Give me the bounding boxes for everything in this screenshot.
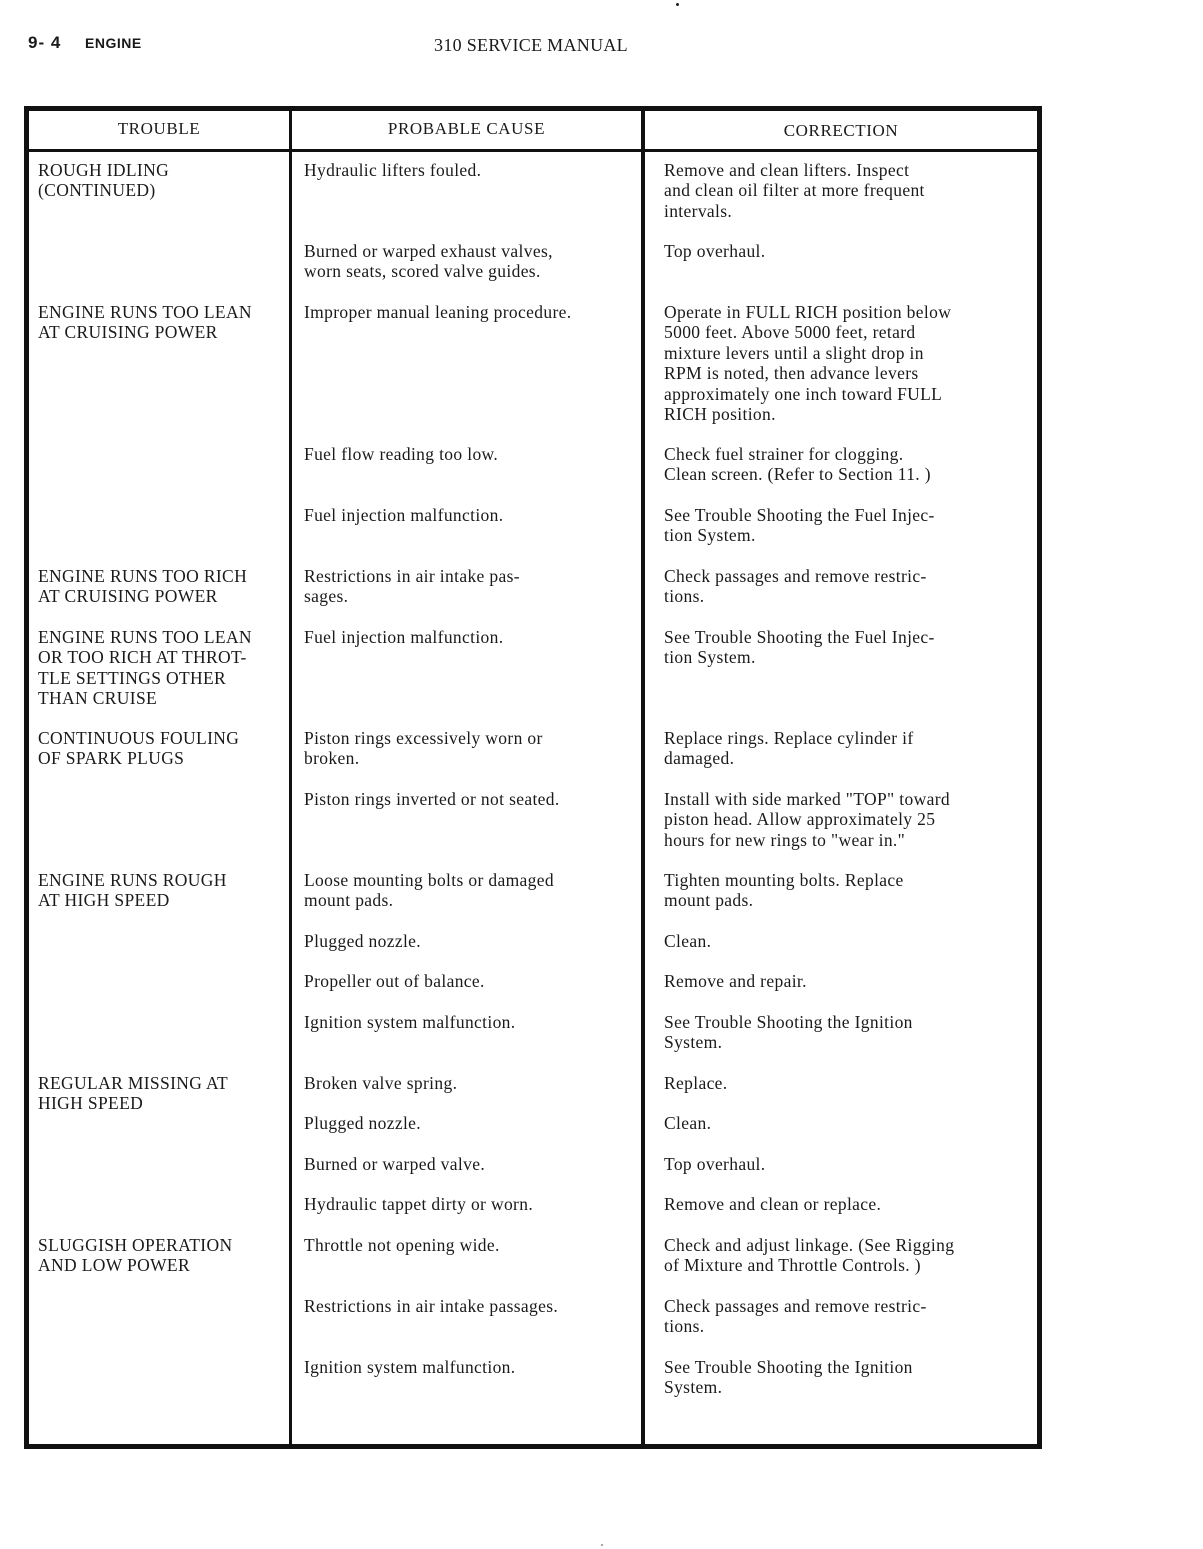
cause-cell: Piston rings inverted or not seated. [304,789,560,809]
correction-cell: Clean. [664,1113,712,1133]
cause-cell: Broken valve spring. [304,1073,458,1093]
column-header-probable-cause: PROBABLE CAUSE [387,119,546,138]
column-divider [289,111,292,1444]
trouble-cell: CONTINUOUS FOULING OF SPARK PLUGS [38,728,240,769]
cause-cell: Plugged nozzle. [304,1113,422,1133]
section-title: ENGINE [85,35,142,51]
cause-cell: Burned or warped valve. [304,1154,486,1174]
column-header-trouble: TROUBLE [117,119,201,138]
correction-cell: Replace rings. Replace cylinder if damaged. [664,728,914,769]
trouble-cell: REGULAR MISSING AT HIGH SPEED [38,1073,229,1114]
correction-cell: Check passages and remove restric- tions. [664,1296,927,1337]
troubleshooting-table [24,106,1042,1449]
correction-cell: Check fuel strainer for clogging. Clean screen. (Refer to Section 11. ) [664,444,931,485]
cause-cell: Ignition system malfunction. [304,1357,516,1377]
speck-top [676,3,679,6]
correction-cell: See Trouble Shooting the Ignition System. [664,1012,913,1053]
trouble-cell: ENGINE RUNS TOO RICH AT CRUISING POWER [38,566,248,607]
correction-cell: Tighten mounting bolts. Replace mount pads. [664,870,904,911]
cause-cell: Fuel injection malfunction. [304,627,504,647]
cause-cell: Hydraulic lifters fouled. [304,160,482,180]
cause-cell: Loose mounting bolts or damaged mount pads. [304,870,554,911]
cause-cell: Hydraulic tappet dirty or worn. [304,1194,534,1214]
correction-cell: Replace. [664,1073,728,1093]
cause-cell: Improper manual leaning procedure. [304,302,572,322]
correction-cell: Remove and repair. [664,971,807,991]
cause-cell: Fuel flow reading too low. [304,444,499,464]
correction-cell: Check passages and remove restric- tions. [664,566,927,607]
manual-title: 310 SERVICE MANUAL [434,35,628,55]
correction-cell: Top overhaul. [664,1154,766,1174]
correction-cell: See Trouble Shooting the Fuel Injec- tion System. [664,627,935,668]
trouble-cell: ENGINE RUNS ROUGH AT HIGH SPEED [38,870,227,911]
trouble-cell: ENGINE RUNS TOO LEAN OR TOO RICH AT THROT- TLE SETTINGS OTHER THAN CRUISE [38,627,252,709]
correction-cell: Operate in FULL RICH position below 5000 feet. Above 5000 feet, retard mixture levers until a slight drop in RPM is noted, then advance levers approximately one inch toward FULL RICH position. [664,302,952,425]
cause-cell: Restrictions in air intake passages. [304,1296,559,1316]
column-divider [641,111,645,1444]
cause-cell: Propeller out of balance. [304,971,485,991]
correction-cell: Check and adjust linkage. (See Rigging of Mixture and Throttle Controls. ) [664,1235,955,1276]
cause-cell: Piston rings excessively worn or broken. [304,728,543,769]
cause-cell: Throttle not opening wide. [304,1235,500,1255]
page-number: 9- 4 [28,33,62,52]
cause-cell: Ignition system malfunction. [304,1012,516,1032]
cause-cell: Burned or warped exhaust valves, worn seats, scored valve guides. [304,241,553,282]
header-divider [29,149,1037,152]
column-header-correction: CORRECTION [783,121,899,140]
correction-cell: Clean. [664,931,712,951]
cause-cell: Restrictions in air intake pas- sages. [304,566,520,607]
cause-cell: Plugged nozzle. [304,931,422,951]
correction-cell: See Trouble Shooting the Ignition System. [664,1357,913,1398]
correction-cell: Remove and clean or replace. [664,1194,882,1214]
trouble-cell: ENGINE RUNS TOO LEAN AT CRUISING POWER [38,302,252,343]
correction-cell: Top overhaul. [664,241,766,261]
speck-bottom [601,1544,603,1546]
correction-cell: Remove and clean lifters. Inspect and clean oil filter at more frequent intervals. [664,160,925,221]
correction-cell: See Trouble Shooting the Fuel Injec- tion System. [664,505,935,546]
trouble-cell: SLUGGISH OPERATION AND LOW POWER [38,1235,233,1276]
trouble-cell: ROUGH IDLING (CONTINUED) [38,160,170,201]
correction-cell: Install with side marked "TOP" toward piston head. Allow approximately 25 hours for new rings to "wear in." [664,789,950,850]
cause-cell: Fuel injection malfunction. [304,505,504,525]
